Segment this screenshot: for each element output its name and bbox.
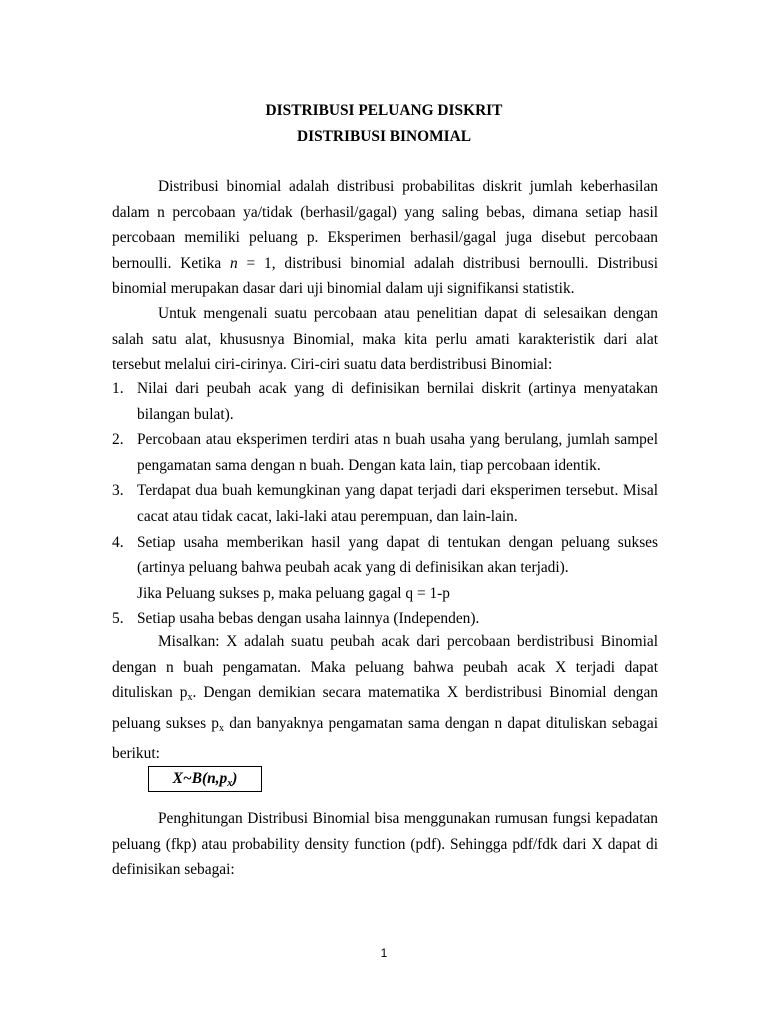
- formula-close: ): [232, 770, 238, 787]
- formula-main: X~B(n,p: [172, 770, 228, 787]
- list-item-number: 3.: [112, 482, 124, 500]
- paragraph-pdf: [112, 806, 658, 883]
- list-item-extra: Jika Peluang sukses p, maka peluang gagal q = 1-p: [137, 584, 451, 602]
- paragraph-intro: [112, 174, 658, 302]
- paragraph-intro-part2: = 1, distribusi binomial adalah distribusi bernoulli. Distribusi binomial merupakan dasar dari uji binomial dalam uji signifikansi statistik.: [112, 254, 658, 298]
- list-item-text: Setiap usaha bebas dengan usaha lainnya (Independen).: [137, 610, 480, 628]
- paragraph-characteristics: [112, 301, 658, 378]
- subscript-x: x: [219, 722, 225, 734]
- paragraph-characteristics-text: Untuk mengenali suatu percobaan atau penelitian dapat di selesaikan dengan salah satu alat, khususnya Binomial, maka kita perlu amati karakteristik dari alat tersebut melalui ciri-cirinya. Ciri-ciri suatu data berdistribusi Binomial:: [112, 305, 658, 374]
- list-item-number: 5.: [112, 610, 124, 628]
- formula-subscript: x: [227, 778, 233, 789]
- list-item-number: 2.: [112, 431, 124, 449]
- list-item-number: 4.: [112, 533, 124, 551]
- paragraph-example: [112, 629, 658, 767]
- page-number: 1: [380, 946, 388, 960]
- n-symbol: n: [230, 254, 238, 272]
- list-item-number: 1.: [112, 380, 124, 397]
- document-title: DISTRIBUSI PELUANG DISKRIT: [265, 102, 503, 119]
- paragraph-pdf-text: Penghitungan Distribusi Binomial bisa menggunakan rumusan fungsi kepadatan peluang (fkp) atau probability density function (pdf). Sehingga pdf/fdk dari X dapat di definisikan sebagai:: [112, 810, 658, 879]
- paragraph-intro-part1: Distribusi binomial adalah distribusi probabilitas diskrit jumlah keberhasilan dalam n percobaan ya/tidak (berhasil/gagal) yang saling bebas, dimana setiap hasil percobaan memiliki peluang p. Eksperimen berhasil/gagal juga disebut percobaan bernoulli. Ketika: [112, 178, 658, 272]
- paragraph-example-part3: dan banyaknya pengamatan sama dengan n dapat dituliskan sebagai berikut:: [112, 714, 658, 763]
- paragraph-example-part1: Misalkan: X adalah suatu peubah acak dari percobaan berdistribusi Binomial dengan n buah pengamatan. Maka peluang bahwa peubah acak X terjadi dapat dituliskan p: [112, 633, 658, 702]
- characteristics-list: [112, 376, 658, 632]
- list-item-text: Setiap usaha memberikan hasil yang dapat di tentukan dengan peluang sukses (artinya peluang bahwa peubah acak yang di definisikan akan terjadi).: [137, 533, 658, 577]
- list-item: [112, 376, 658, 427]
- list-item: [112, 427, 658, 478]
- list-item-text: Nilai dari peubah acak yang di definisikan bernilai diskrit (artinya menyatakan bilangan bulat).: [137, 380, 658, 423]
- list-item: [112, 478, 658, 529]
- subscript-x: x: [187, 692, 193, 704]
- formula-box: [148, 766, 262, 792]
- document-subtitle: DISTRIBUSI BINOMIAL: [296, 128, 472, 145]
- list-item-text: Percobaan atau eksperimen terdiri atas n buah usaha yang berulang, jumlah sampel pengamatan sama dengan n buah. Dengan kata lain, tiap percobaan identik.: [137, 431, 658, 474]
- list-item: [112, 530, 658, 607]
- list-item-text: Terdapat dua buah kemungkinan yang dapat terjadi dari eksperimen tersebut. Misal cacat atau tidak cacat, laki-laki atau perempuan, dan lain-lain.: [137, 482, 658, 525]
- paragraph-example-part2: . Dengan demikian secara matematika X berdistribusi Binomial dengan peluang sukses p: [112, 684, 658, 732]
